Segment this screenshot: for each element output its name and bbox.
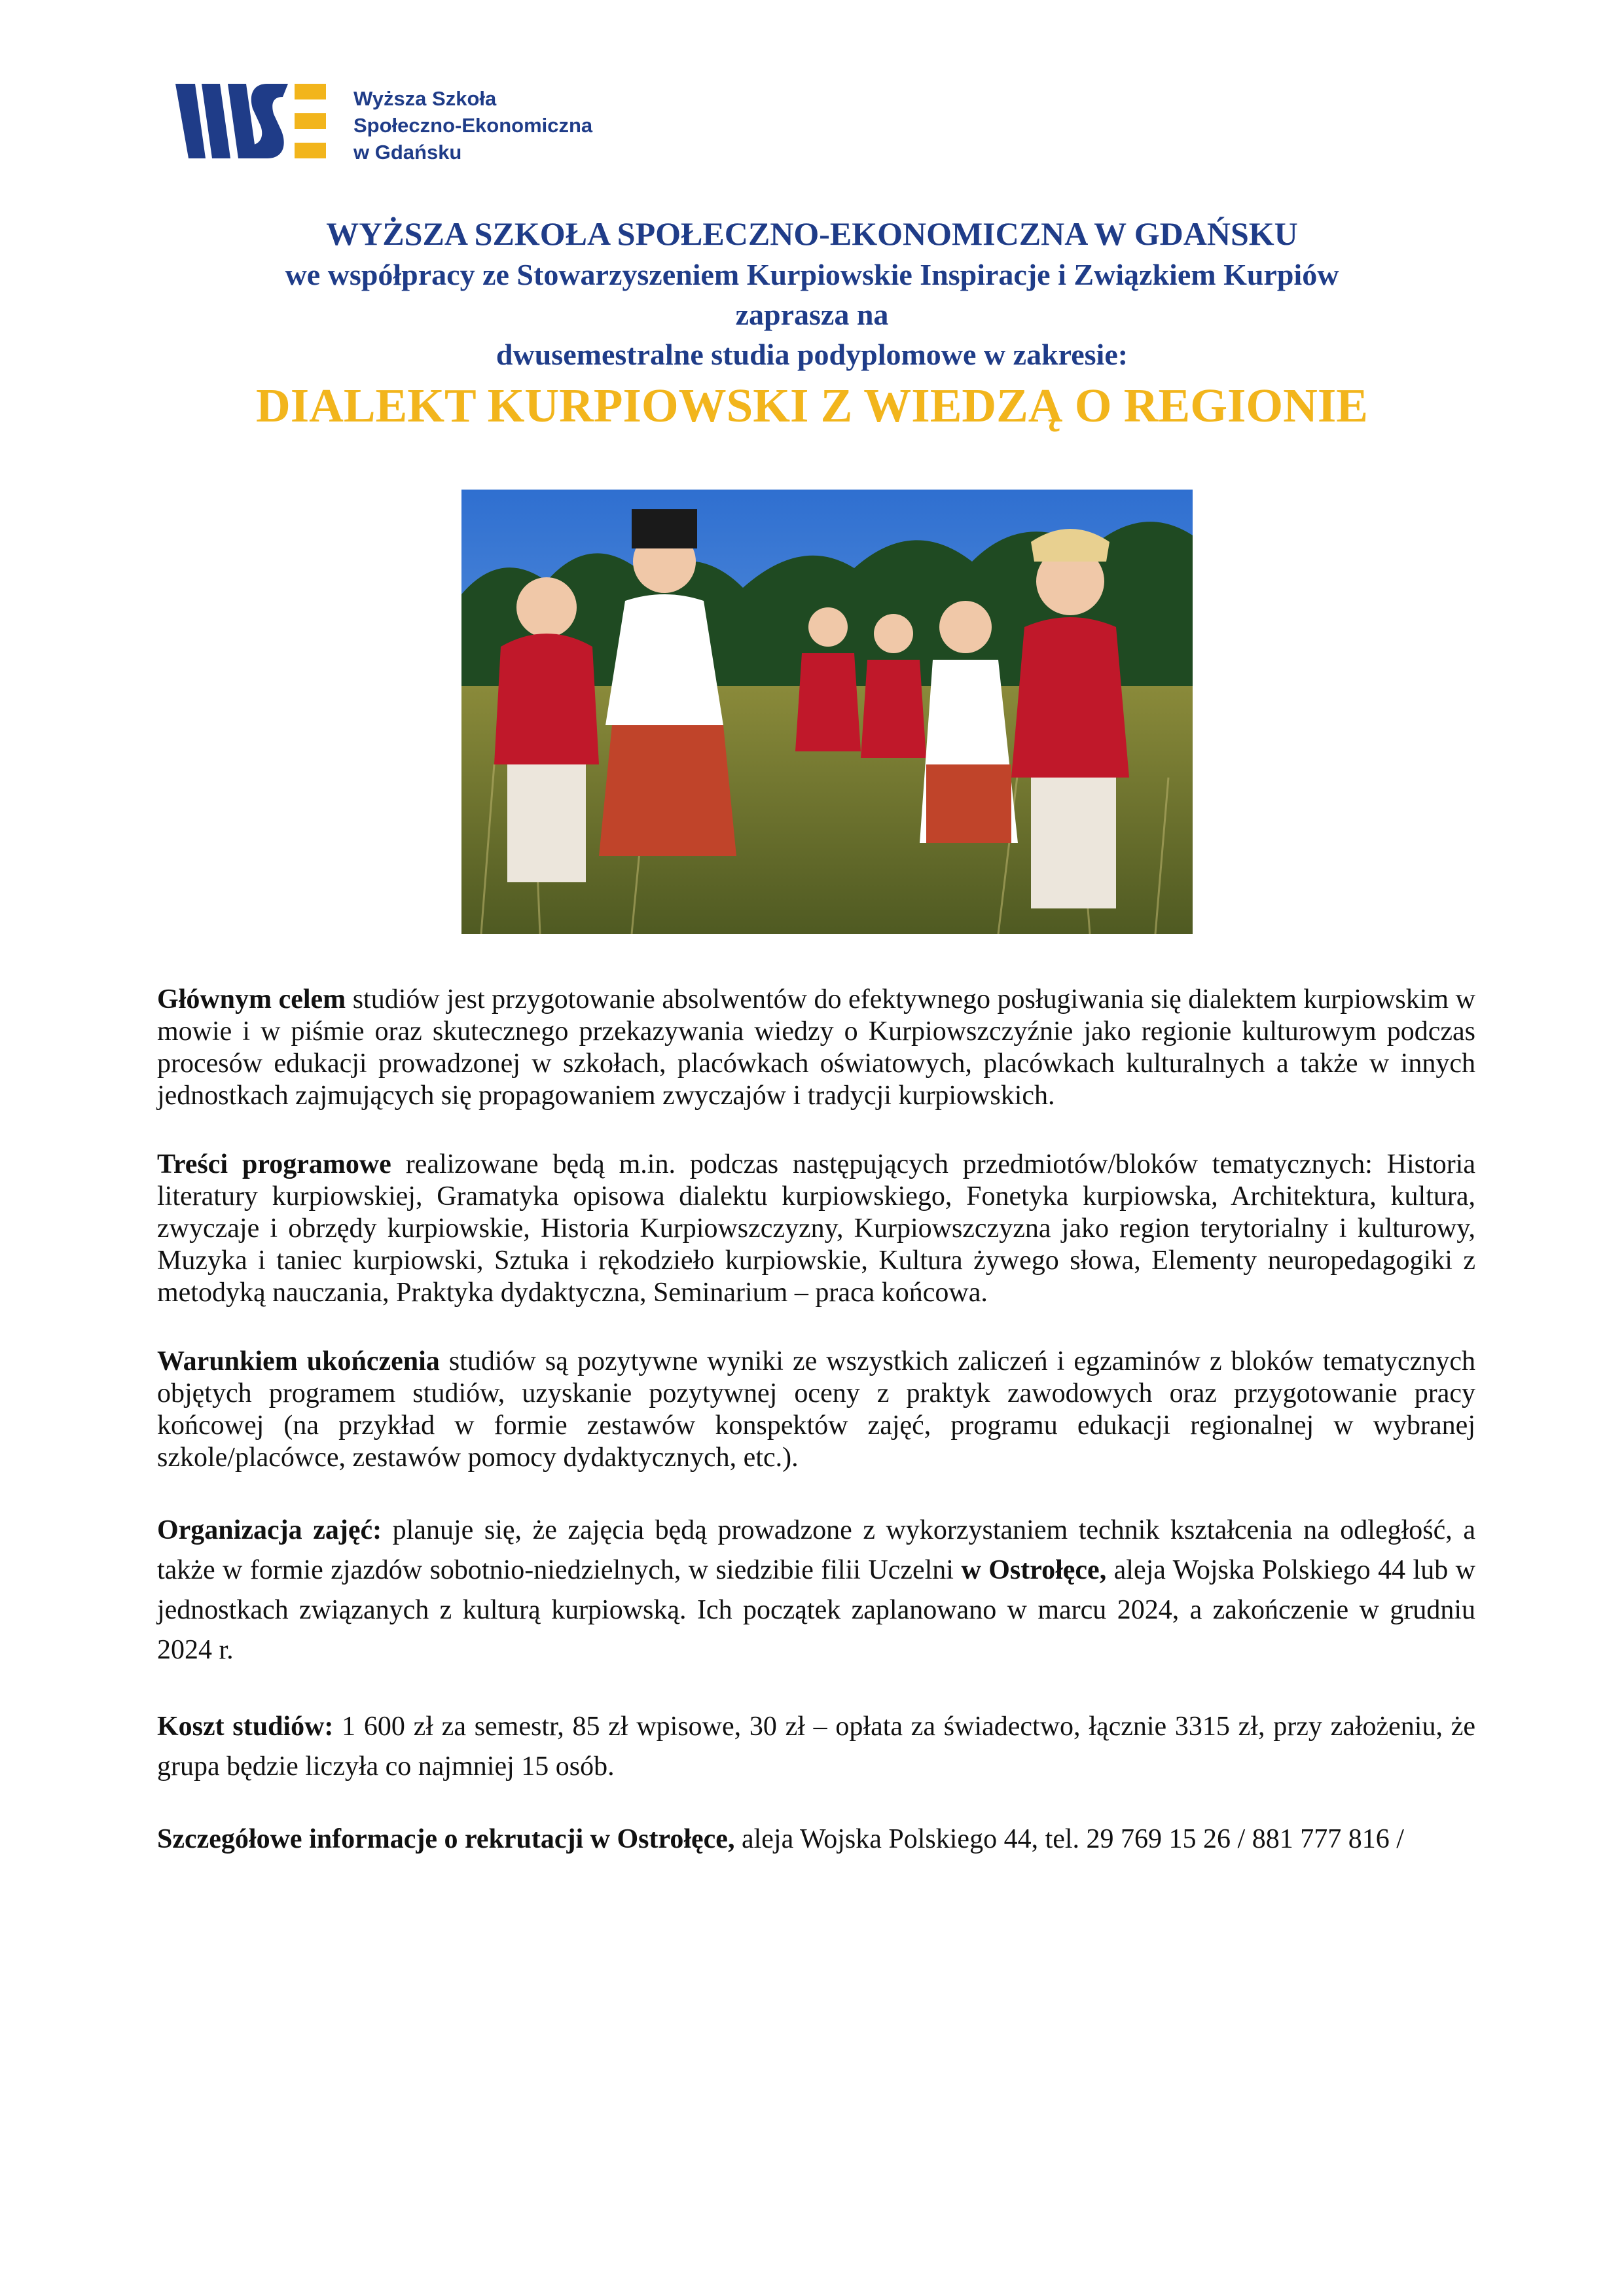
header-cooperation: we współpracy ze Stowarzyszeniem Kurpiowskie Inspiracje i Związkiem Kurpiów xyxy=(285,258,1339,291)
organization-text-2: aleja Wojska Polskiego 44 lub w jednostkach związanych z kulturą kurpiowską. Ich początek zaplanowano w marcu 2024, a zakończenie w grudniu 2024 r. xyxy=(157,1555,1476,1665)
content-label: Treści programowe xyxy=(157,1149,391,1179)
program-title: DIALEKT KURPIOWSKI Z WIEDZĄ O REGIONIE xyxy=(256,379,1368,432)
body-text xyxy=(157,984,1475,1892)
content-text: realizowane będą m.in. podczas następujących przedmiotów/bloków tematycznych: Historia literatury kurpiowskiej, Gramatyka opisowa dialektu kurpiowskiego, Fonetyka kurpiowska, Architektura, kultura, zwyczaje i obrzędy kurpiowskie, Historia Kurpiowszczyzny, Kurpiowszczyzna jako region terytorialny i kulturowy, Muzyka i taniec kurpiowski, Sztuka i rękodzieło kurpiowskie, Kultura żywego słowa, Elementy neuropedagogiki z metodyką nauczania, Praktyka dydaktyczna, Seminarium – praca końcowa. xyxy=(157,1149,1475,1308)
organization-text-1: planuje się, że zajęcia będą prowadzone z wykorzystaniem technik kształcenia na odległość, a także w formie zjazdów sobotnio-niedzielnych, w siedzibie filii Uczelni xyxy=(157,1515,1475,1585)
logo-line-1: Wyższa Szkoła xyxy=(353,87,497,110)
wsse-logo-mark xyxy=(175,79,326,164)
section-completion xyxy=(157,1346,1475,1474)
details-label: Szczegółowe informacje o rekrutacji w Ostrołęce, xyxy=(157,1824,735,1854)
section-cost xyxy=(157,1707,1475,1787)
section-details xyxy=(157,1823,1475,1856)
organization-location: w Ostrołęce, xyxy=(961,1555,1107,1585)
completion-label: Warunkiem ukończenia xyxy=(157,1346,440,1376)
university-logo xyxy=(175,79,607,170)
organization-label: Organizacja zajęć: xyxy=(157,1515,382,1545)
header-institution: WYŻSZA SZKOŁA SPOŁECZNO-EKONOMICZNA W GDAŃSKU xyxy=(326,215,1298,252)
section-content xyxy=(157,1149,1475,1309)
section-goal xyxy=(157,984,1475,1112)
header-program-type: dwusemestralne studia podyplomowe w zakresie: xyxy=(496,338,1128,371)
header xyxy=(0,213,1624,437)
cost-text: 1 600 zł za semestr, 85 zł wpisowe, 30 zł – opłata za świadectwo, łącznie 3315 zł, przy założeniu, że grupa będzie liczyła co najmniej 15 osób. xyxy=(157,1712,1475,1782)
goal-label: Głównym celem xyxy=(157,984,346,1014)
logo-wordmark xyxy=(353,85,592,166)
kurpie-children-photo xyxy=(461,490,1193,934)
header-invites: zaprasza na xyxy=(735,298,889,331)
cost-label: Koszt studiów: xyxy=(157,1712,334,1742)
details-text: aleja Wojska Polskiego 44, tel. 29 769 15 26 / 881 777 816 / xyxy=(734,1824,1404,1854)
goal-text: studiów jest przygotowanie absolwentów do efektywnego posługiwania się dialektem kurpiowskim w mowie i w piśmie oraz skutecznego przekazywania wiedzy o Kurpiowszczyźnie jako regionie kulturowym podczas procesów edukacji prowadzonej w szkołach, placówkach oświatowych, placówkach kulturalnych a także w innych jednostkach zajmujących się propagowaniem zwyczajów i tradycji kurpiowskich. xyxy=(157,984,1475,1111)
completion-text: studiów są pozytywne wyniki ze wszystkich zaliczeń i egzaminów z bloków tematycznych objętych programem studiów, uzyskanie pozytywnej oceny z praktyk zawodowych oraz przygotowanie pracy końcowej (na przykład w formie zestawów konspektów zajęć, programu edukacji regionalnej w wybranej szkole/placówce, zestawów pomocy dydaktycznych, etc.). xyxy=(157,1346,1475,1473)
logo-line-3: w Gdańsku xyxy=(353,141,462,164)
logo-line-2: Społeczno-Ekonomiczna xyxy=(353,114,593,137)
section-organization xyxy=(157,1511,1475,1670)
